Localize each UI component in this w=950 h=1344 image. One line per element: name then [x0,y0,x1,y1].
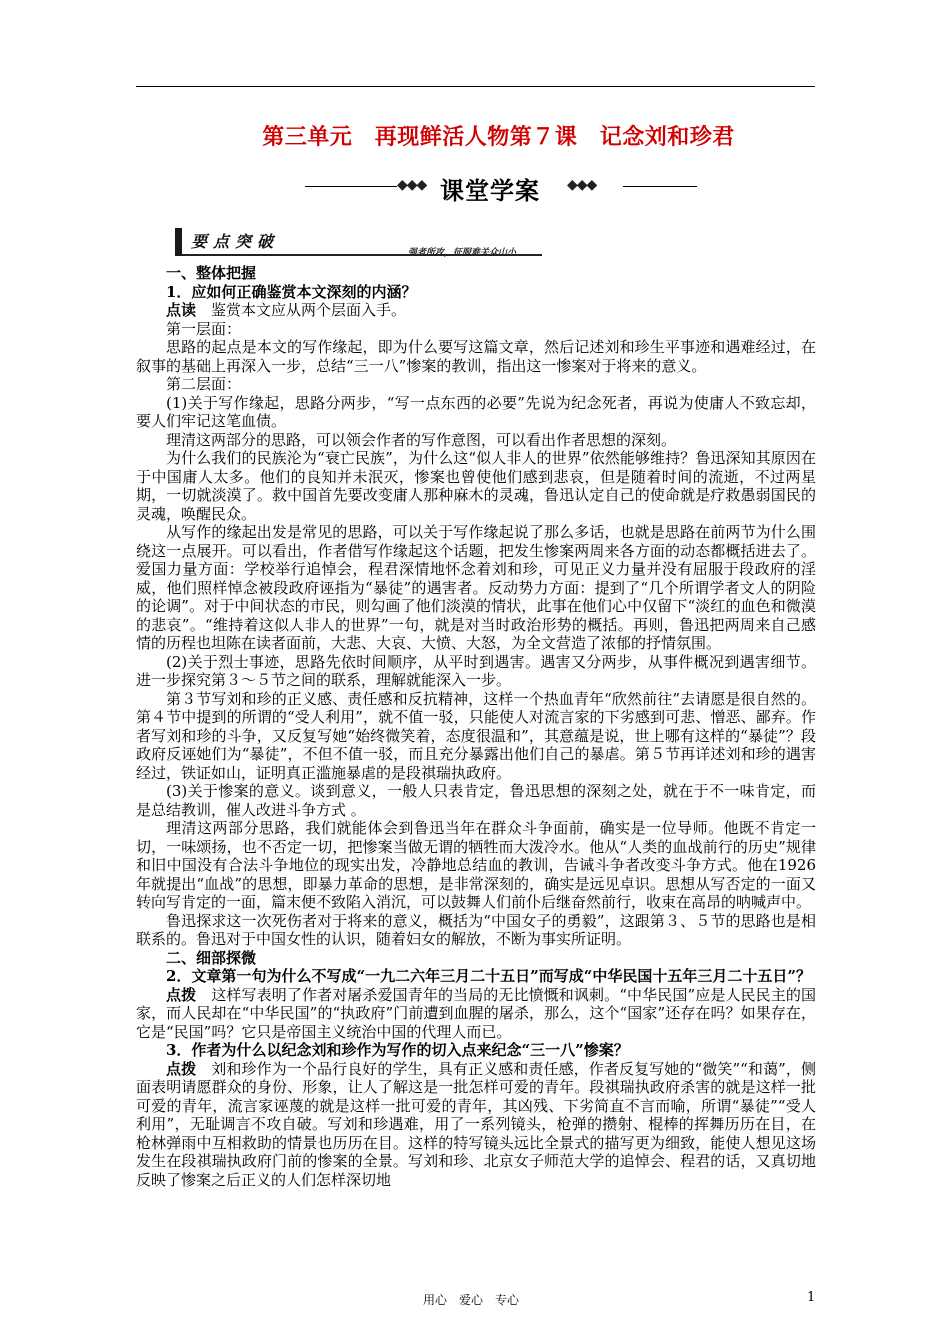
answer [136,1060,816,1190]
answer-label: 点读 [166,301,197,319]
section-banner [175,228,543,258]
paragraph: (2)关于烈士事迹，思路先依时间顺序，从平时到遇害。遇害又分两步，从事件概况到遇害细节。进一步探究第３～５节之间的联系，理解就能深入一步。 [136,652,816,689]
subtitle-block [305,170,705,204]
page-number: 1 [807,1290,816,1305]
subtitle-rule-left [305,186,397,187]
subtitle-rule-right [623,186,697,187]
lesson-title: 第三单元 再现鲜活人物第７课 记念刘和珍君 [262,124,735,150]
banner-bar [175,228,182,256]
paragraph: 第一层面： [166,319,242,338]
paragraph: 理清这两部分思路，我们就能体会到鲁迅当年在群众斗争面前，确实是一位导师。他既不肯定一切，一味颂扬，也不否定一切，把惨案当做无谓的牺牲而大泼冷水。他从“人类的血战前行的历史”规律和旧中国没有合法斗争地位的现实出发，冷静地总结血的教训，告诫斗争者改变斗争方式。他在1926年就提出“血战”的思想，即暴力革命的思想，是非常深刻的，确实是远见卓识。思想从写否定的一面又转向写肯定的一面，篇末便不致陷入消沉，可以鼓舞人们前仆后继奋然前行，收束在高昂的呐喊声中。 [136,819,816,911]
paragraph: 第二层面： [166,375,242,393]
section-heading: 二、细部探微 [166,948,257,967]
section-heading: 一、整体把握 [166,264,257,282]
footer-slogan: 用心 爱心 专心 [423,1293,520,1307]
diamond-ornament-icon: ◆◆◆ [397,177,427,193]
paragraph: 思路的起点是本文的写作缘起，即为什么要写这篇文章，然后记述刘和珍生平事迹和遇难经过，在叙事的基础上再深入一步，总结“三一八”惨案的教训，指出这一惨案对于将来的意义。 [136,338,816,375]
question: 1．应如何正确鉴赏本文深刻的内涵？ [166,282,417,301]
subtitle: 课堂学案 [440,176,540,205]
paragraph: 从写作的缘起出发是常见的思路，可以关于写作缘起说了那么多话，也就是思路在前两节为什么围绕这一点展开。可以看出，作者借写作缘起这个话题，把发生惨案两周来各方面的动态都概括进去了。爱国力量方面：学校举行追悼会，程君深情地怀念着刘和珍，可见正义力量并没有屈服于段政府的淫威，他们照样悼念被段政府诬指为“暴徒”的遇害者。反动势力方面：提到了“几个所谓学者文人的阴险的论调”。对于中间状态的市民，则勾画了他们淡漠的情状，此事在他们心中仅留下“淡红的血色和微漠的悲哀”。“维持着这似人非人的世界”一句，就是对当时政治形势的概括。再则，鲁迅把两周来自己感情的历程也坦陈在读者面前，大悲、大哀、大愤、大怒，为全文营造了浓郁的抒情氛围。 [136,523,816,652]
answer-label: 点拨 [166,985,197,1004]
question: 3．作者为什么以纪念刘和珍作为写作的切入点来纪念“三一八”惨案？ [166,1041,629,1059]
header-rule [136,86,815,87]
answer-label: 点拨 [166,1059,197,1078]
paragraph: 理清这两部分的思路，可以领会作者的写作意图，可以看出作者思想的深刻。 [166,430,677,449]
answer-text: 这样写表明了作者对屠杀爱国青年的当局的无比愤慨和讽刺。“中华民国”应是人民民主的国家，而人民却在“中华民国”的“执政府”门前遭到血腥的屠杀，那么，这个“国家”还存在吗？如果存在，它是“民国”吗？它只是帝国主义统治中国的代理人而已。 [136,985,816,1041]
answer [136,301,816,320]
answer-text: 刘和珍作为一个品行良好的学生，具有正义感和责任感，作者反复写她的“微笑”“和蔼”，侧面表明请愿群众的身份、形象，让人了解这是一批怎样可爱的青年。段祺瑞执政府杀害的就是这样一批可爱的青年，流言家诬蔑的就是这样一批可爱的青年，其凶残、下劣简直不言而喻，所谓“暴徒”“受人利用”，无耻调言不攻自破。写刘和珍遇难，用了一系列镜头，枪弹的攒射、棍棒的挥舞历历在目，在枪林弹雨中互相救助的情景也历历在目。这样的特写镜头远比全景式的描写更为细致，能使人想见这场发生在段祺瑞执政府门前的惨案的全景。写刘和珍、北京女子师范大学的追悼会、程君的话，又真切地反映了惨案之后正义的人们怎样深切地 [136,1059,816,1189]
question: 2．文章第一句为什么不写成“一九二六年三月二十五日”而写成“中华民国十五年三月二十五日”？ [166,967,811,985]
banner-heading: 要点突破 [191,232,280,251]
diamond-ornament-icon: ◆◆◆ [567,177,597,193]
answer-text: 鉴赏本文应从两个层面入手。 [196,301,407,319]
paragraph: 第３节写刘和珍的正义感、责任感和反抗精神，这样一个热血青年“欣然前往”去请愿是很自然的。第４节中提到的所谓的“受人利用”，就不值一驳，只能使人对流言家的下劣感到可悲、憎恶、鄙弃。作者写刘和珍的斗争，又反复写她“始终微笑着，态度很温和”，其意蕴是说，世上哪有这样的“暴徒”？段政府反诬她们为“暴徒”，不但不值一驳，而且充分暴露出他们自己的暴虐。第５节再详述刘和珍的遇害经过，铁证如山，证明真正滥施暴虐的是段祺瑞执政府。 [136,689,816,782]
paragraph: (1)关于写作缘起，思路分两步，“写一点东西的必要”先说为纪念死者，再说为使庸人不致忘却，要人们牢记这笔血债。 [136,393,816,430]
paragraph: 鲁迅探求这一次死伤者对于将来的意义，概括为“中国女子的勇毅”，这跟第３、５节的思路也是相联系的。鲁迅对于中国女性的认识，随着妇女的解放，不断为事实所证明。 [136,911,816,948]
main-content [136,264,816,1189]
banner-rule [182,254,542,256]
banner-motto: 强者所攻，征服难关众山小 [408,248,517,258]
paragraph: 为什么我们的民族沦为“衰亡民族”，为什么这“似人非人的世界”依然能够维持？鲁迅深知其原因在于中国庸人太多。他们的良知并未泯灭，惨案也曾使他们感到悲哀，但是随着时间的流逝，不过两星期，一切就淡漠了。救中国首先要改变庸人那种麻木的灵魂，鲁迅认定自己的使命就是疗救愚弱国民的灵魂，唤醒民众。 [136,449,816,523]
answer [136,986,816,1042]
paragraph: (3)关于惨案的意义。谈到意义，一般人只表肯定，鲁迅思想的深刻之处，就在于不一味肯定，而是总结教训，催人改进斗争方式 。 [136,782,816,819]
